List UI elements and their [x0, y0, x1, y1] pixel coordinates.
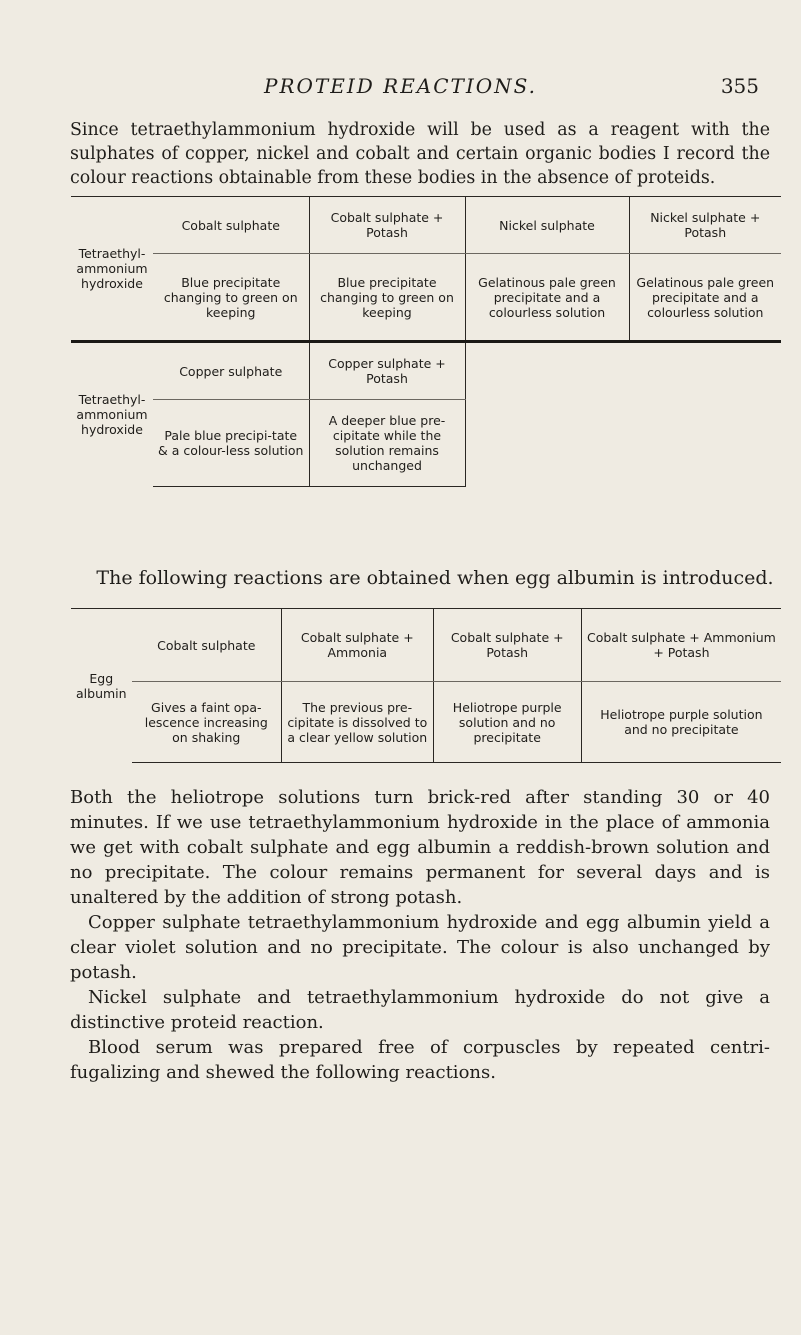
column-header-copper-sulphate-potash: Copper sulphate + Potash	[309, 342, 465, 400]
paragraph: Blood serum was prepared free of corpuscles by repeated centri-fugalizing and shewed the following reactions.	[70, 1037, 770, 1083]
column-header-cobalt-sulphate-potash: Cobalt sulphate + Potash	[309, 197, 465, 254]
body-text	[70, 785, 770, 1085]
column-header-cobalt-sulphate-potash: Cobalt sulphate + Potash	[433, 609, 581, 682]
column-header-cobalt-sulphate: Cobalt sulphate	[132, 609, 282, 682]
column-header-cobalt-sulphate: Cobalt sulphate	[153, 197, 309, 254]
running-header	[0, 74, 801, 104]
table-row	[71, 342, 781, 400]
egg-albumin-intro: The following reactions are obtained when egg albumin is introduced.	[96, 567, 774, 589]
result-cell: Blue precipitate changing to green on keeping	[309, 254, 465, 342]
result-cell: The previous pre-cipitate is dissolved to a clear yellow solution	[281, 682, 433, 763]
table-tetraethylammonium-reactions	[71, 196, 781, 487]
result-cell: A deeper blue pre-cipitate while the solution remains unchanged	[309, 400, 465, 487]
result-cell: Pale blue precipi-tate & a colour-less solution	[153, 400, 309, 487]
intro-paragraph: Since tetraethylammonium hydroxide will be used as a reagent with the sulphates of copper, nickel and cobalt and certain organic bodies I record the colour reactions obtainable from these bodies in the absence of proteids.	[70, 120, 770, 188]
column-header-nickel-sulphate-potash: Nickel sulphate + Potash	[629, 197, 781, 254]
empty-cell	[465, 342, 781, 487]
result-cell: Gelatinous pale green precipitate and a colourless solution	[636, 274, 775, 320]
column-header-nickel-sulphate: Nickel sulphate	[465, 197, 629, 254]
table-row	[71, 682, 781, 763]
column-header-copper-sulphate: Copper sulphate	[153, 342, 309, 400]
column-header-cobalt-sulphate-ammonium-potash: Cobalt sulphate + Ammonium + Potash	[581, 609, 781, 682]
result-cell: Gives a faint opa-lescence increasing on shaking	[132, 682, 282, 763]
row-label-tetraethylammonium: Tetraethyl-ammonium hydroxide	[76, 246, 148, 291]
table-egg-albumin-reactions	[71, 608, 781, 763]
table-row	[71, 609, 781, 682]
table-row	[71, 254, 781, 342]
result-cell: Blue precipitate changing to green on keeping	[153, 254, 309, 342]
paragraph: Nickel sulphate and tetraethylammonium hydroxide do not give a distinctive proteid reaction.	[70, 987, 770, 1033]
page-number: 355	[720, 74, 759, 98]
result-cell: Gelatinous pale green precipitate and a colourless solution	[465, 254, 629, 342]
running-title: PROTEID REACTIONS.	[263, 74, 538, 98]
table-row	[71, 197, 781, 254]
paragraph: Both the heliotrope solutions turn brick-red after standing 30 or 40 minutes. If we use tetraethylammonium hydroxide in the place of ammonia we get with cobalt sulphate and egg albumin a reddish-brown solution and no precipitate. The colour remains permanent for several days and is unaltered by the addition of strong potash.	[70, 787, 770, 908]
column-header-cobalt-sulphate-ammonia: Cobalt sulphate + Ammonia	[281, 609, 433, 682]
result-cell: Heliotrope purple solution and no precipitate	[581, 682, 781, 763]
paragraph: Copper sulphate tetraethylammonium hydroxide and egg albumin yield a clear violet solution and no precipitate. The colour is also unchanged by potash.	[70, 912, 770, 983]
row-label-egg-albumin: Egg albumin	[76, 670, 127, 701]
result-cell: Heliotrope purple solution and no precipitate	[433, 682, 581, 763]
row-label-tetraethylammonium: Tetraethyl-ammonium hydroxide	[71, 342, 153, 487]
